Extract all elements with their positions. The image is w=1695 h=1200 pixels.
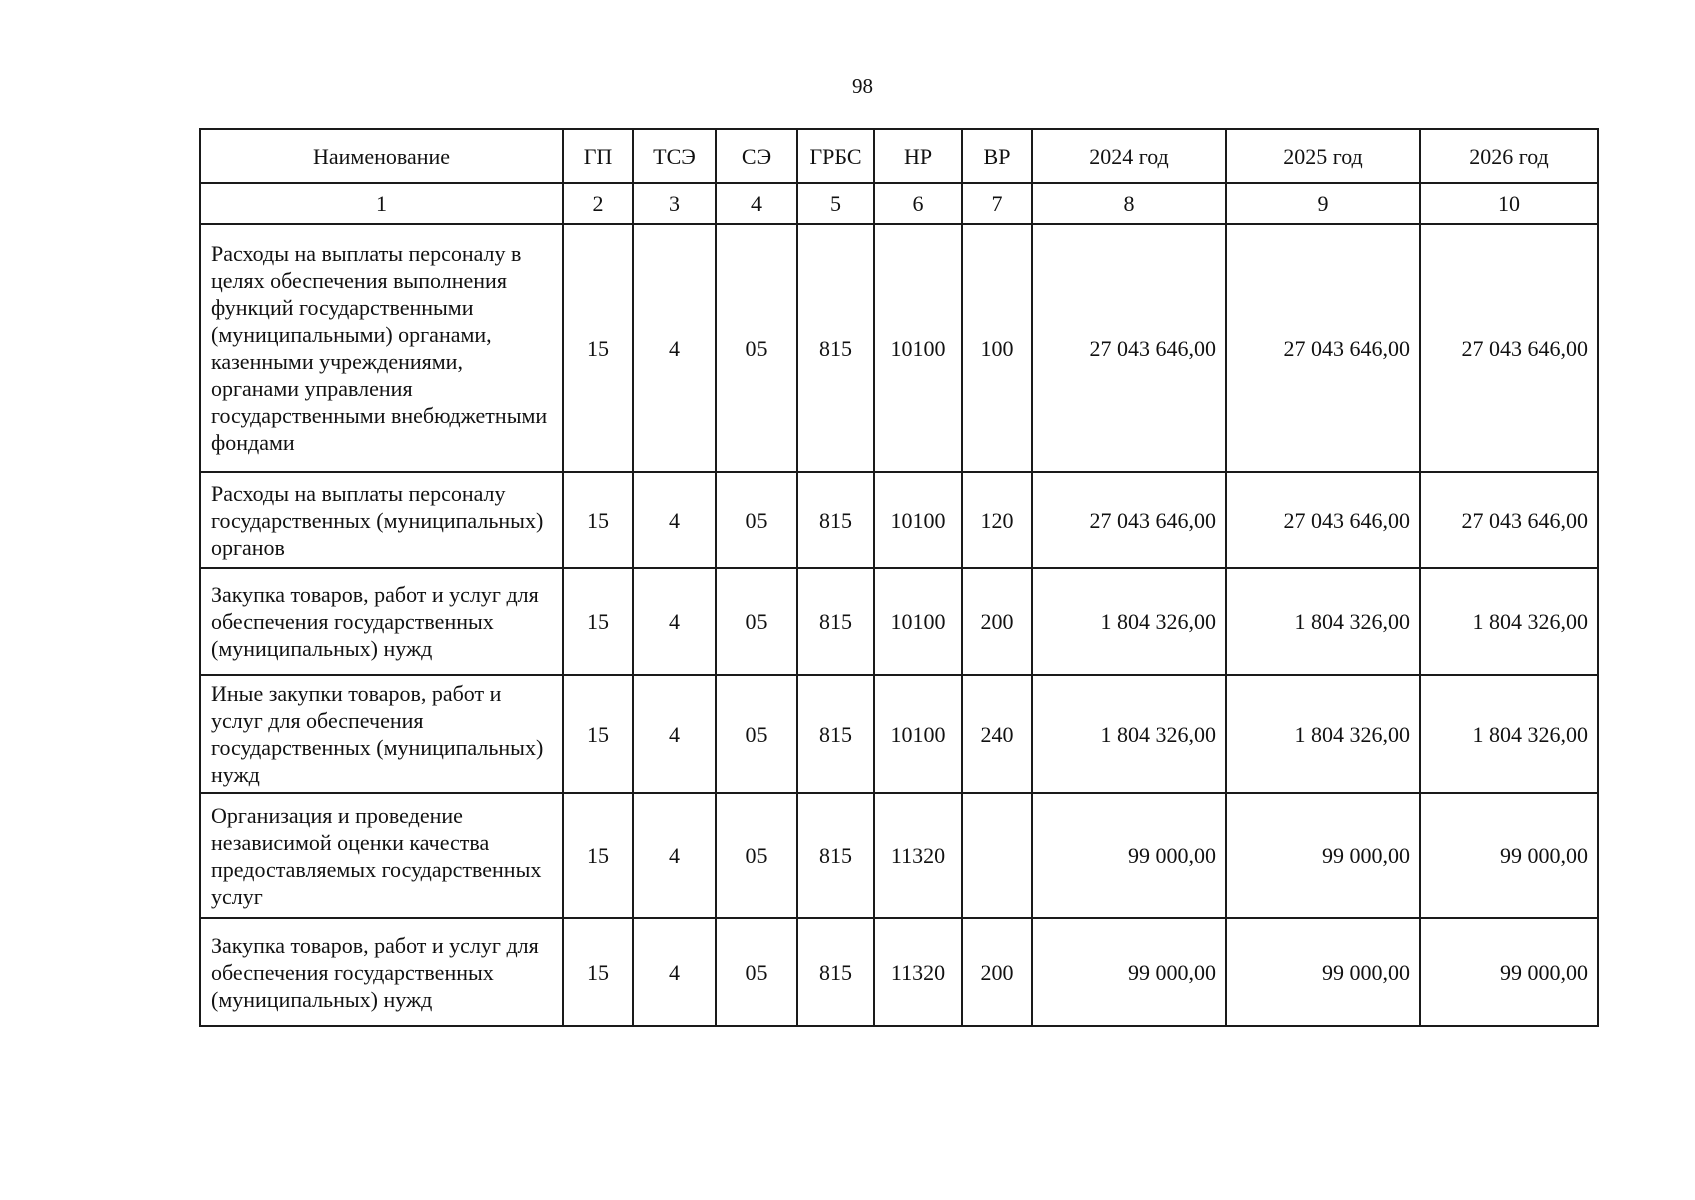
row-vr: 200 (962, 918, 1032, 1026)
row-grbs: 815 (797, 675, 874, 793)
column-number-row (200, 183, 1598, 224)
row-tse: 4 (633, 675, 716, 793)
row-2026: 27 043 646,00 (1420, 472, 1598, 568)
header-gp: ГП (563, 129, 633, 183)
row-name: Иные закупки товаров, работ и услуг для обеспечения государственных (муниципальных) нужд (200, 675, 563, 793)
row-vr: 240 (962, 675, 1032, 793)
row-grbs: 815 (797, 918, 874, 1026)
header-2026: 2026 год (1420, 129, 1598, 183)
table-row (200, 472, 1598, 568)
row-2025: 1 804 326,00 (1226, 568, 1420, 675)
row-2026: 99 000,00 (1420, 918, 1598, 1026)
row-2026: 27 043 646,00 (1420, 224, 1598, 472)
row-2024: 1 804 326,00 (1032, 675, 1226, 793)
column-number: 6 (874, 183, 962, 224)
row-tse: 4 (633, 568, 716, 675)
header-grbs: ГРБС (797, 129, 874, 183)
table-row (200, 918, 1598, 1026)
row-2025: 27 043 646,00 (1226, 224, 1420, 472)
table-row (200, 224, 1598, 472)
row-grbs: 815 (797, 568, 874, 675)
row-gp: 15 (563, 918, 633, 1026)
header-2025: 2025 год (1226, 129, 1420, 183)
row-gp: 15 (563, 224, 633, 472)
row-vr: 200 (962, 568, 1032, 675)
row-tse: 4 (633, 224, 716, 472)
row-name: Расходы на выплаты персоналу в целях обеспечения выполнения функций государственными (муниципальными) органами, казенными учреждениями, органами управления государственными внебюджетными фондами (200, 224, 563, 472)
header-row (200, 129, 1598, 183)
row-nr: 10100 (874, 224, 962, 472)
row-se: 05 (716, 793, 797, 918)
column-number: 10 (1420, 183, 1598, 224)
table-row (200, 675, 1598, 793)
column-number: 7 (962, 183, 1032, 224)
row-nr: 10100 (874, 675, 962, 793)
row-se: 05 (716, 568, 797, 675)
header-2024: 2024 год (1032, 129, 1226, 183)
row-vr: 100 (962, 224, 1032, 472)
column-number: 9 (1226, 183, 1420, 224)
row-gp: 15 (563, 675, 633, 793)
table-row (200, 568, 1598, 675)
row-tse: 4 (633, 472, 716, 568)
row-2024: 27 043 646,00 (1032, 224, 1226, 472)
row-grbs: 815 (797, 472, 874, 568)
row-grbs: 815 (797, 793, 874, 918)
row-se: 05 (716, 224, 797, 472)
header-se: СЭ (716, 129, 797, 183)
row-name: Закупка товаров, работ и услуг для обеспечения государственных (муниципальных) нужд (200, 918, 563, 1026)
row-nr: 10100 (874, 472, 962, 568)
row-se: 05 (716, 472, 797, 568)
row-2026: 1 804 326,00 (1420, 675, 1598, 793)
header-tse: ТСЭ (633, 129, 716, 183)
header-name: Наименование (200, 129, 563, 183)
row-nr: 10100 (874, 568, 962, 675)
row-2026: 1 804 326,00 (1420, 568, 1598, 675)
row-2024: 1 804 326,00 (1032, 568, 1226, 675)
row-tse: 4 (633, 918, 716, 1026)
page-number: 98 (852, 74, 873, 98)
row-gp: 15 (563, 472, 633, 568)
row-2024: 99 000,00 (1032, 793, 1226, 918)
row-vr (962, 793, 1032, 918)
row-grbs: 815 (797, 224, 874, 472)
row-2025: 1 804 326,00 (1226, 675, 1420, 793)
row-name: Расходы на выплаты персоналу государственных (муниципальных) органов (200, 472, 563, 568)
row-se: 05 (716, 675, 797, 793)
table-row (200, 793, 1598, 918)
row-2025: 27 043 646,00 (1226, 472, 1420, 568)
row-name: Организация и проведение независимой оценки качества предоставляемых государственных услуг (200, 793, 563, 918)
column-number: 8 (1032, 183, 1226, 224)
header-vr: ВР (962, 129, 1032, 183)
row-se: 05 (716, 918, 797, 1026)
header-nr: НР (874, 129, 962, 183)
row-nr: 11320 (874, 793, 962, 918)
row-nr: 11320 (874, 918, 962, 1026)
column-number: 4 (716, 183, 797, 224)
column-number: 1 (200, 183, 563, 224)
row-2026: 99 000,00 (1420, 793, 1598, 918)
row-2025: 99 000,00 (1226, 793, 1420, 918)
row-gp: 15 (563, 568, 633, 675)
budget-table (199, 128, 1599, 1027)
row-gp: 15 (563, 793, 633, 918)
row-2025: 99 000,00 (1226, 918, 1420, 1026)
row-vr: 120 (962, 472, 1032, 568)
row-2024: 27 043 646,00 (1032, 472, 1226, 568)
column-number: 2 (563, 183, 633, 224)
column-number: 3 (633, 183, 716, 224)
column-number: 5 (797, 183, 874, 224)
row-2024: 99 000,00 (1032, 918, 1226, 1026)
row-name: Закупка товаров, работ и услуг для обеспечения государственных (муниципальных) нужд (200, 568, 563, 675)
row-tse: 4 (633, 793, 716, 918)
